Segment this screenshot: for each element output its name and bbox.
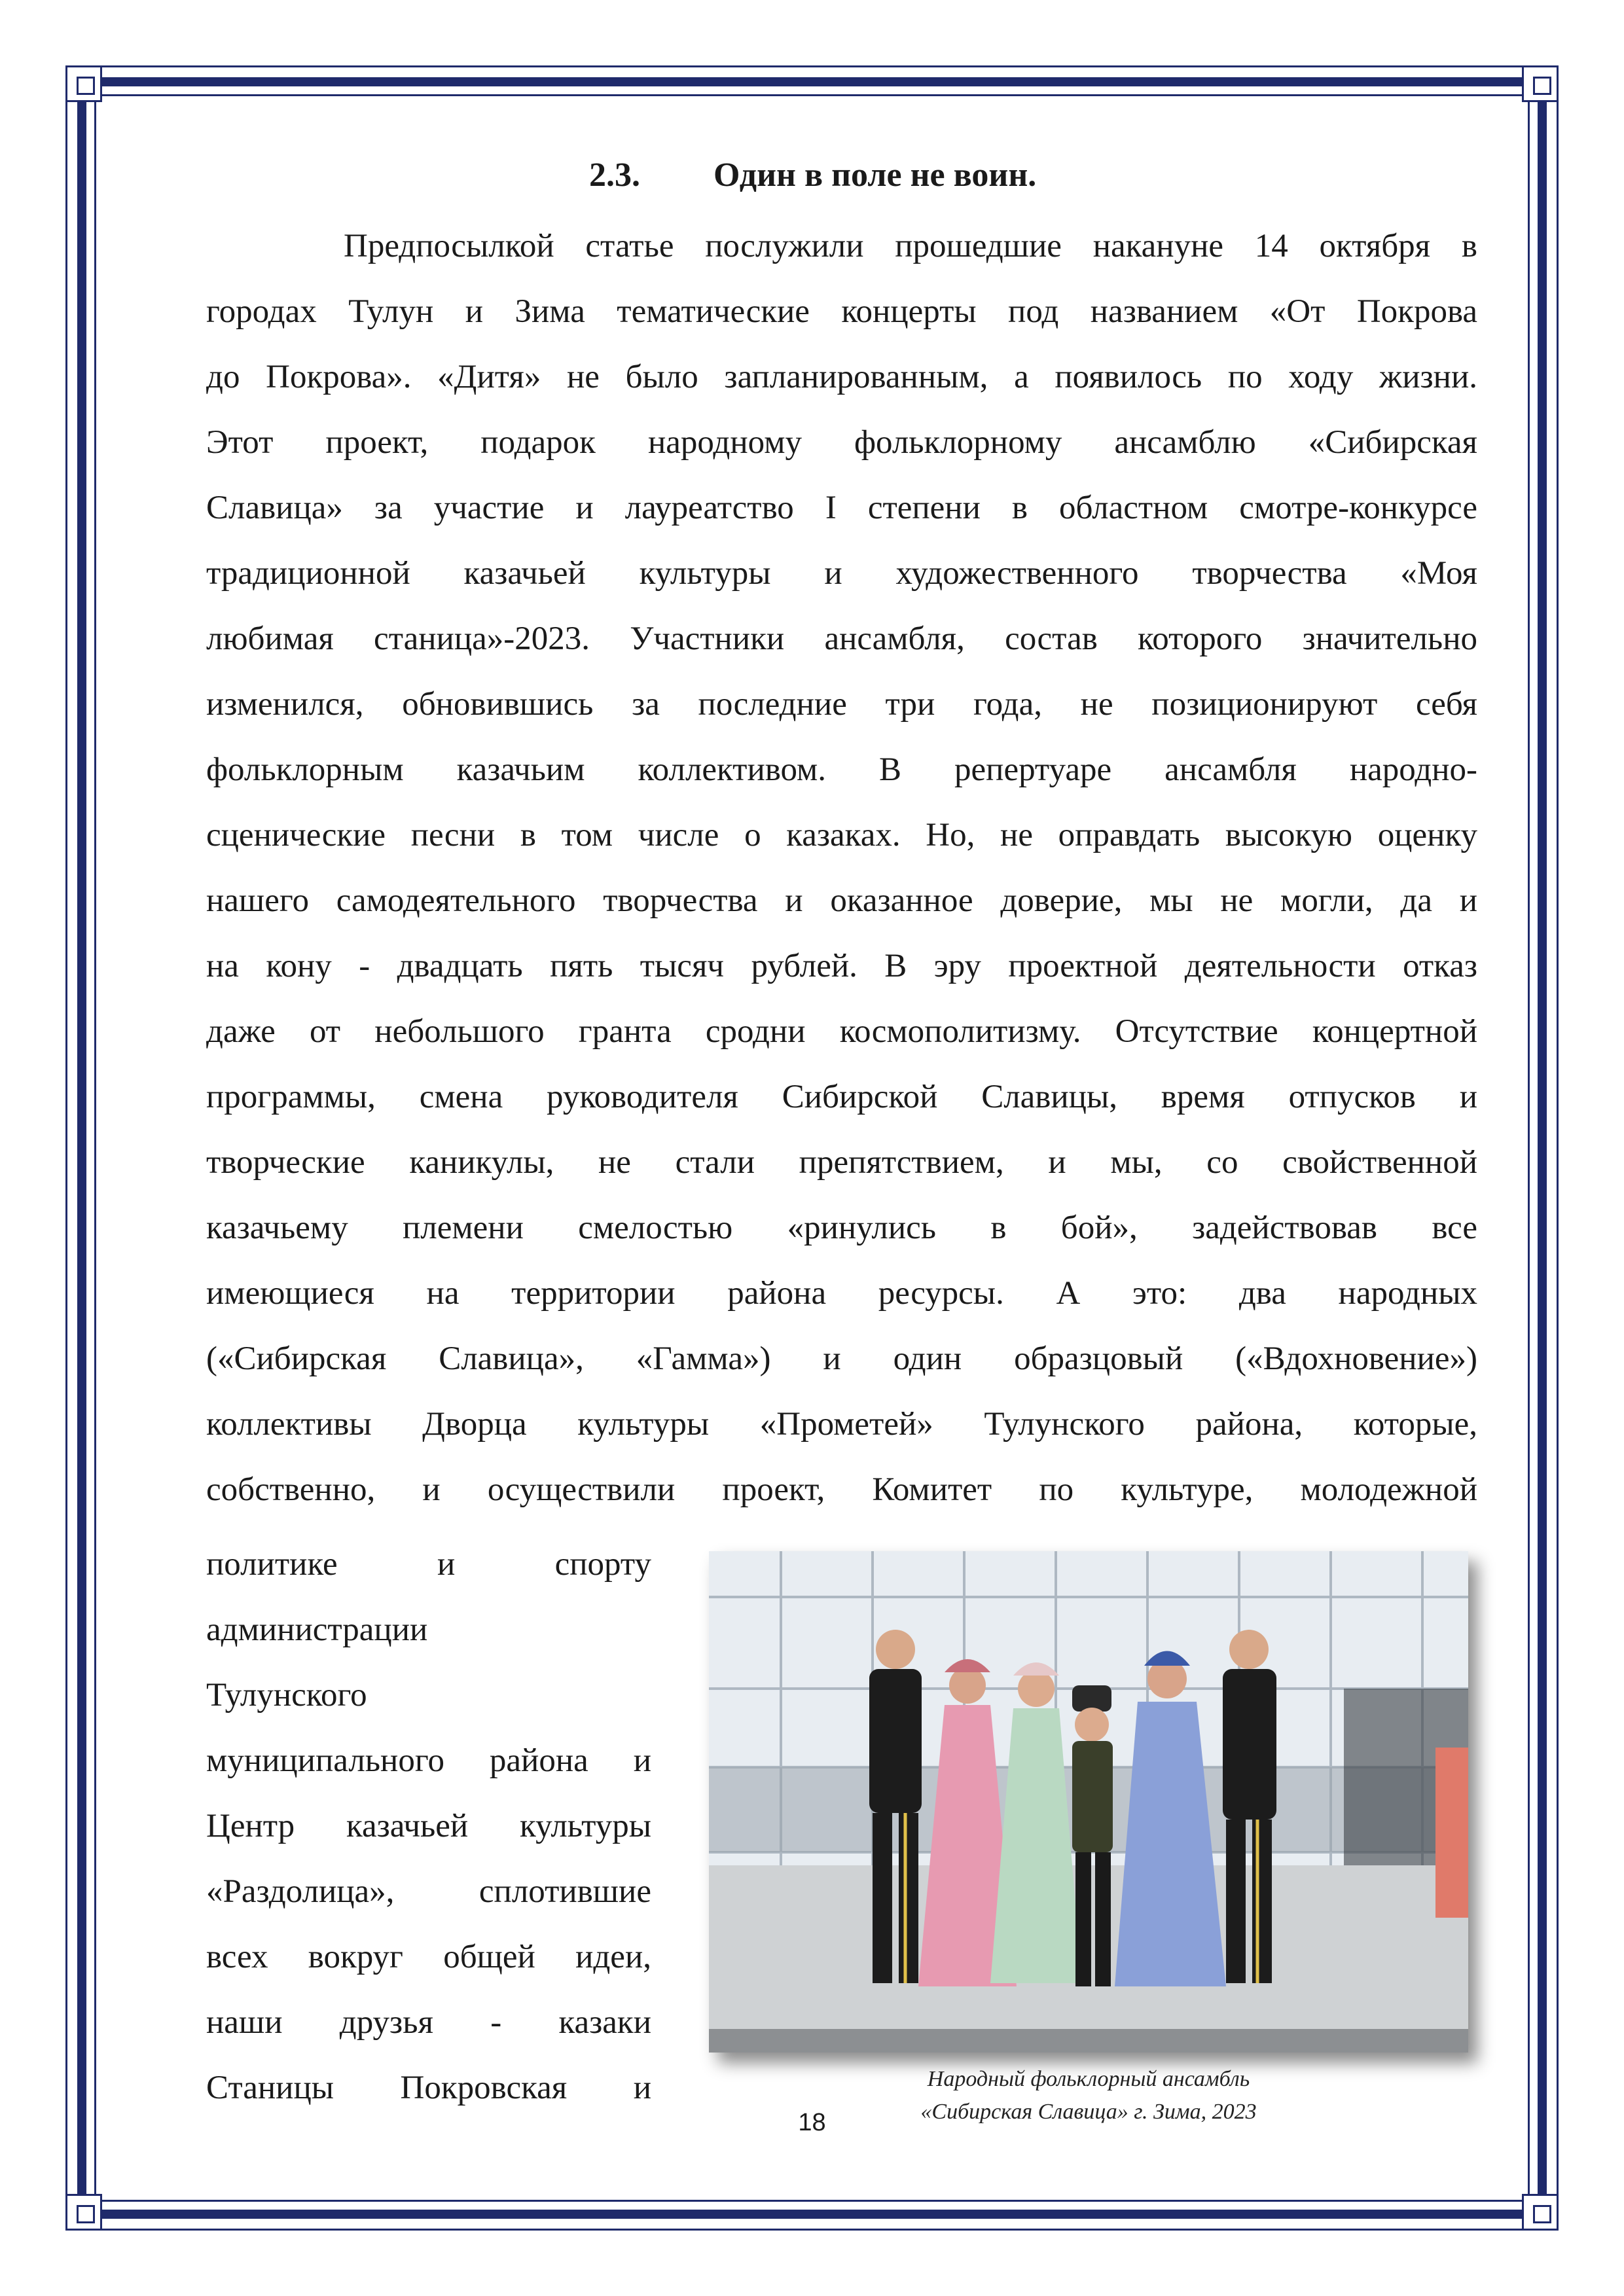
photo-caption-line: «Сибирская Славица» г. Зима, 2023 [920,2100,1257,2124]
paragraph-line: политике и спорту [206,1546,651,1583]
paragraph-line: администрации [206,1611,428,1648]
frame-corner-ornament [1522,2194,1559,2231]
paragraph-line: творческие каникулы, не стали препятствием, и мы, со свойственной [206,1144,1477,1181]
frame-corner-ornament [1522,65,1559,102]
frame-corner-ornament [65,2194,102,2231]
paragraph-line: коллективы Дворца культуры «Прометей» Тулунского района, которые, [206,1406,1477,1443]
paragraph-line: фольклорным казачьим коллективом. В репертуаре ансамбля народно- [206,751,1477,788]
paragraph-line: на кону - двадцать пять тысяч рублей. В эру проектной деятельности отказ [206,948,1477,984]
paragraph-line: всех вокруг общей идеи, [206,1939,651,1975]
paragraph-line: городах Тулун и Зима тематические концерты под названием «От Покрова [206,293,1477,330]
frame-corner-ornament [65,65,102,102]
paragraph-line: наши друзья - казаки [206,2004,651,2041]
section-heading [589,156,1036,194]
paragraph-line: до Покрова». «Дитя» не было запланированным, а появилось по ходу жизни. [206,359,1477,395]
ensemble-photo-icon [709,1551,1468,2053]
paragraph-line: традиционной казачьей культуры и художественного творчества «Моя [206,555,1477,592]
paragraph-line: («Сибирская Славица», «Гамма») и один образцовый («Вдохновение») [206,1340,1477,1377]
paragraph-line: Станицы Покровская и [206,2070,651,2106]
paragraph-line: Этот проект, подарок народному фольклорному ансамблю «Сибирская [206,424,1477,461]
paragraph-line: муниципального района и [206,1742,651,1779]
section-number: 2.3. [589,156,640,194]
ensemble-photo [709,1551,1468,2053]
paragraph-line: даже от небольшого гранта сродни космополитизму. Отсутствие концертной [206,1013,1477,1050]
paragraph-line: любимая станица»-2023. Участники ансамбля, состав которого значительно [206,620,1477,657]
paragraph-line: Тулунского [206,1677,367,1713]
photo-caption-line: Народный фольклорный ансамбль [927,2067,1250,2091]
paragraph-line: сценические песни в том числе о казаках. Но, не оправдать высокую оценку [206,817,1477,853]
paragraph-line: «Раздолица», сплотившие [206,1873,651,1910]
paragraph-line: программы, смена руководителя Сибирской Славицы, время отпусков и [206,1079,1477,1115]
paragraph-line: имеющиеся на территории района ресурсы. А это: два народных [206,1275,1477,1312]
section-title: Один в поле не воин. [713,156,1037,194]
paragraph-line: нашего самодеятельного творчества и оказанное доверие, мы не могли, да и [206,882,1477,919]
paragraph-line: Предпосылкой статье послужили прошедшие накануне 14 октября в [344,228,1477,264]
page-number: 18 [798,2109,826,2136]
paragraph-line: собственно, и осуществили проект, Комитет по культуре, молодежной [206,1471,1477,1508]
paragraph-line: изменился, обновившись за последние три года, не позиционируют себя [206,686,1477,723]
wrapped-text-column [206,1532,651,2121]
paragraph-line: Центр казачьей культуры [206,1808,651,1844]
paragraph-line: казачьему племени смелостью «ринулись в бой», задействовав все [206,1210,1477,1246]
paragraph-line: Славица» за участие и лауреатство I степени в областном смотре-конкурсе [206,490,1477,526]
